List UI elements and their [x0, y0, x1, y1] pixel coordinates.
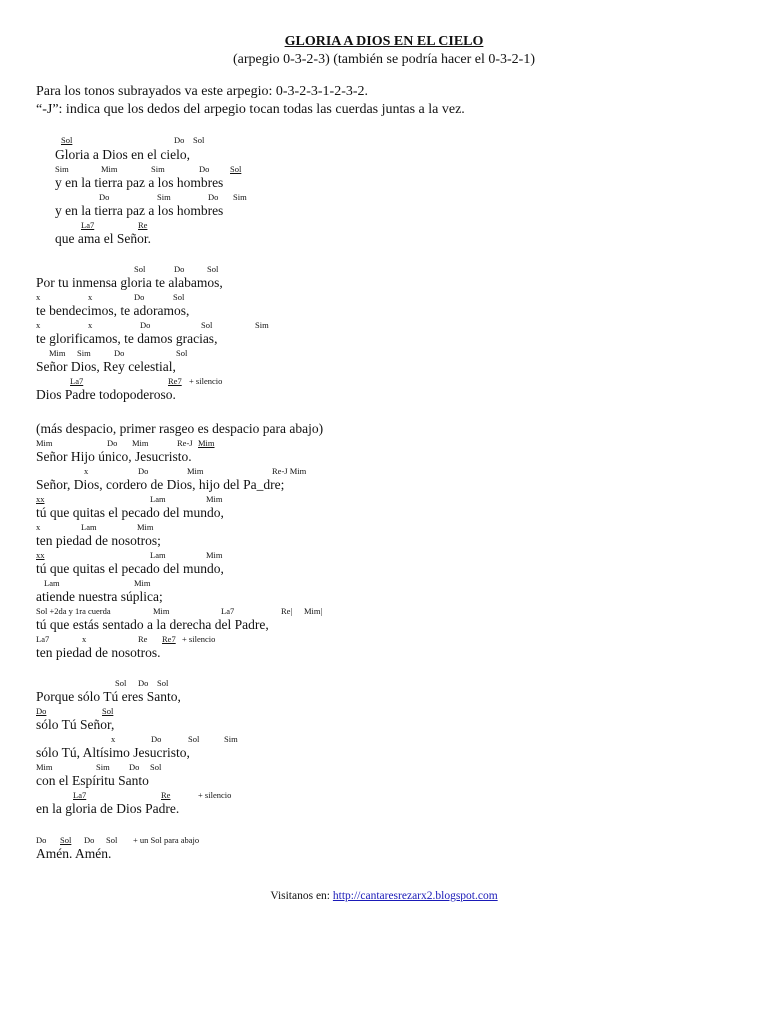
lyric-line: Porque sólo Tú eres Santo, [36, 689, 181, 704]
chord: Sol [188, 734, 200, 744]
chord: + silencio [198, 790, 232, 800]
chord: Sol [201, 320, 213, 330]
lyric-line: tú que quitas el pecado del mundo, [36, 561, 224, 576]
chord: Do [208, 192, 219, 202]
chord: Re [138, 634, 148, 644]
lyric-line: te glorificamos, te damos gracias, [36, 331, 218, 346]
chord: Sim [255, 320, 269, 330]
chord: + un Sol para abajo [133, 835, 200, 845]
chord: Mim [49, 348, 66, 358]
chord: Do [114, 348, 125, 358]
chord: La7 [36, 634, 50, 644]
chord: Mim [132, 438, 149, 448]
chord: Sol [207, 264, 219, 274]
chord: Do [107, 438, 118, 448]
lyric-line: sólo Tú, Altísimo Jesucristo, [36, 745, 190, 760]
chord: Do [36, 835, 47, 845]
chord: + silencio [182, 634, 216, 644]
chord: Sim [233, 192, 247, 202]
lyric-line: Señor Dios, Rey celestial, [36, 359, 176, 374]
chord: Re-J Mim [272, 466, 307, 476]
song-title: GLORIA A DIOS EN EL CIELO [284, 34, 484, 49]
footer [0, 890, 768, 902]
lyric-line: que ama el Señor. [55, 231, 151, 246]
lyric-line: Señor, Dios, cordero de Dios, hijo del Pa_dre; [36, 477, 285, 492]
chord: Sol [176, 348, 188, 358]
chord: Do [174, 135, 185, 145]
chord: x [36, 320, 41, 330]
chord: x [84, 466, 89, 476]
chord: xx [36, 550, 45, 560]
chord: Mim [206, 550, 223, 560]
chord: Do [84, 835, 95, 845]
lyric-line: en la gloria de Dios Padre. [36, 801, 180, 816]
chord: Sim [77, 348, 91, 358]
chord: Sol [61, 135, 73, 145]
intro-line-1: Para los tonos subrayados va este arpegio: 0-3-2-3-1-2-3-2. [36, 84, 369, 99]
chord: Do [99, 192, 110, 202]
chord: Sol [102, 706, 114, 716]
chord: Re| [281, 606, 293, 616]
chord: Re7 [162, 634, 176, 644]
lyric-line: Señor Hijo único, Jesucristo. [36, 449, 192, 464]
chord: Lam [81, 522, 97, 532]
chord: Mim [153, 606, 170, 616]
lyric-line: ten piedad de nosotros. [36, 645, 161, 660]
chord: Sol [60, 835, 72, 845]
chord: Lam [44, 578, 60, 588]
chord: Mim [134, 578, 151, 588]
chord: Re [138, 220, 148, 230]
lyric-line: Dios Padre todopoderoso. [36, 387, 176, 402]
lyric-line: te bendecimos, te adoramos, [36, 303, 190, 318]
chord: Sol [230, 164, 242, 174]
chord: La7 [70, 376, 84, 386]
chord: Sol [134, 264, 146, 274]
lyric-line: y en la tierra paz a los hombres [55, 175, 224, 190]
chord: Sol +2da y 1ra cuerda [36, 606, 111, 616]
chord: La7 [73, 790, 87, 800]
chord: Re-J [177, 438, 193, 448]
chord: x [111, 734, 116, 744]
chord: x [82, 634, 87, 644]
chord: Sol [115, 678, 127, 688]
chord: Mim [187, 466, 204, 476]
chord: Do [151, 734, 162, 744]
song-subtitle: (arpegio 0-3-2-3) (también se podría hacer el 0-3-2-1) [232, 52, 536, 67]
chord: Do [138, 678, 149, 688]
chord: La7 [81, 220, 95, 230]
chord: Do [140, 320, 151, 330]
chord: Lam [150, 494, 166, 504]
chord: Sol [173, 292, 185, 302]
chord: Sol [157, 678, 169, 688]
chord: La7 [221, 606, 235, 616]
lyric-line: atiende nuestra súplica; [36, 589, 163, 604]
blog-link[interactable]: http://cantaresrezarx2.blogspot.com [332, 890, 498, 902]
stanza-note: (más despacio, primer rasgeo es despacio para abajo) [36, 421, 324, 436]
chord: Mim [101, 164, 118, 174]
lyric-line: Gloria a Dios en el cielo, [55, 147, 190, 162]
chord: Do [138, 466, 149, 476]
chord: Do [129, 762, 140, 772]
chord: Mim [36, 438, 53, 448]
chord: Sim [55, 164, 69, 174]
chord: Do [199, 164, 210, 174]
chord: x [36, 522, 41, 532]
chord: x [88, 320, 93, 330]
chord: x [36, 292, 41, 302]
chord: Sim [151, 164, 165, 174]
chord: Sim [224, 734, 238, 744]
chord: Sol [150, 762, 162, 772]
lyric-line: ten piedad de nosotros; [36, 533, 161, 548]
chord: Re [161, 790, 171, 800]
chord: Mim [36, 762, 53, 772]
chord: x [88, 292, 93, 302]
chord: Do [174, 264, 185, 274]
chord: Mim [198, 438, 215, 448]
chord: Lam [150, 550, 166, 560]
lyric-line: tú que quitas el pecado del mundo, [36, 505, 224, 520]
lyric-line: Amén. Amén. [36, 846, 112, 861]
intro-line-2: “-J”: indica que los dedos del arpegio tocan todas las cuerdas juntas a la vez. [36, 102, 465, 117]
lyric-line: Por tu inmensa gloria te alabamos, [36, 275, 223, 290]
lyric-line: tú que estás sentado a la derecha del Padre, [36, 617, 269, 632]
chord: Sim [96, 762, 110, 772]
chord: Mim| [304, 606, 323, 616]
chord: Sol [193, 135, 205, 145]
chord: Sim [157, 192, 171, 202]
chord: Mim [137, 522, 154, 532]
chord: Do [134, 292, 145, 302]
lyric-line: sólo Tú Señor, [36, 717, 115, 732]
chord: Re7 [168, 376, 182, 386]
chord: Mim [206, 494, 223, 504]
chord: xx [36, 494, 45, 504]
chord: + silencio [189, 376, 223, 386]
chord: Sol [106, 835, 118, 845]
footer-label: Visitanos en: [270, 890, 333, 902]
chord: Do [36, 706, 47, 716]
lyric-line: y en la tierra paz a los hombres [55, 203, 224, 218]
lyric-line: con el Espíritu Santo [36, 773, 149, 788]
